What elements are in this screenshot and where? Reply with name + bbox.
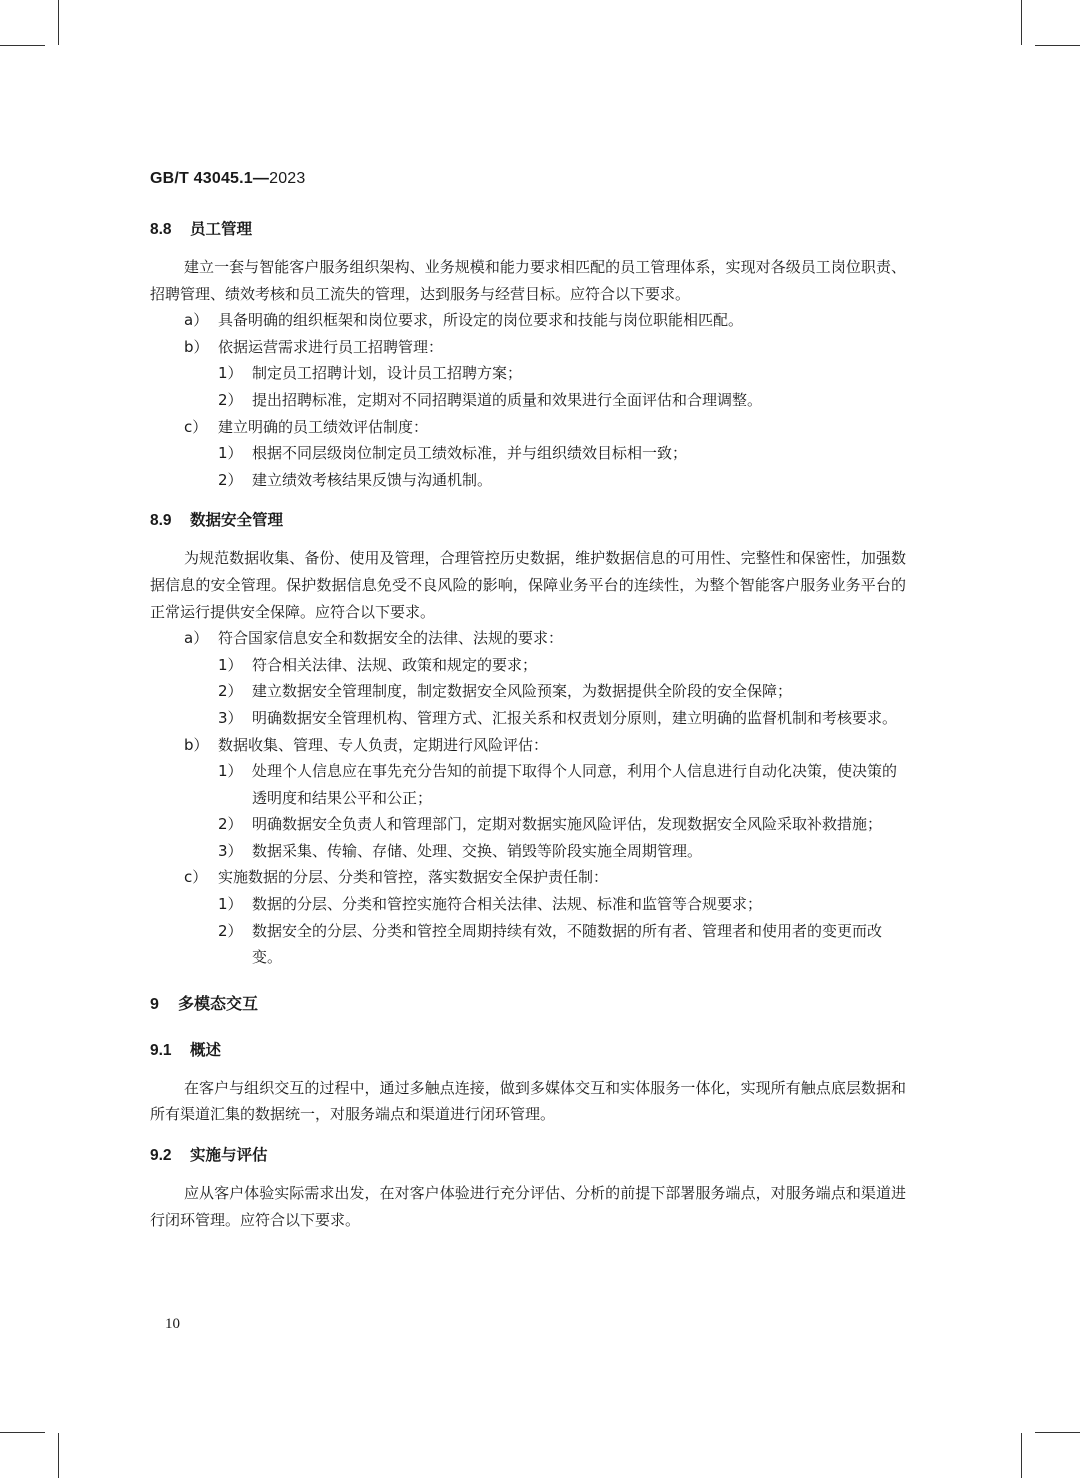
chapter-heading-9: 9 多模态交互 [150, 993, 259, 1013]
section-9-1-intro: 在客户与组织交互的过程中，通过多触点连接，做到多媒体交互和实体服务一体化，实现所有触点底层数据和所有渠道汇集的数据统一，对服务端点和渠道进行闭环管理。 [150, 1078, 906, 1124]
standard-number: GB/T 43045.1 [150, 170, 253, 187]
list-item: c） 实施数据的分层、分类和管控，落实数据安全保护责任制： [184, 868, 609, 887]
list-item: 2） 明确数据安全负责人和管理部门，定期对数据实施风险评估，发现数据安全风险采取补救措施； [218, 815, 883, 834]
standard-year: 2023 [269, 170, 306, 187]
list-item: c） 建立明确的员工绩效评估制度： [184, 417, 429, 436]
crop-mark-top-right [1021, 0, 1022, 45]
list-item: 2） 提出招聘标准，定期对不同招聘渠道的质量和效果进行全面评估和合理调整。 [218, 390, 763, 409]
list-item: 1） 处理个人信息应在事先充分告知的前提下取得个人同意，利用个人信息进行自动化决策，使决策的透明度和结果公平和公正； [218, 762, 898, 807]
section-8-8-intro: 建立一套与智能客户服务组织架构、业务规模和能力要求相匹配的员工管理体系，实现对各级员工岗位职责、招聘管理、绩效考核和员工流失的管理，达到服务与经营目标。应符合以下要求。 [150, 258, 906, 303]
list-item: 2） 数据安全的分层、分类和管控全周期持续有效，不随数据的所有者、管理者和使用者的变更而改变。 [218, 921, 883, 967]
list-item: a） 符合国家信息安全和数据安全的法律、法规的要求： [184, 629, 564, 648]
crop-mark-bottom-left [0, 1432, 45, 1433]
standard-dash: — [252, 170, 270, 187]
list-item: 3） 数据采集、传输、存储、处理、交换、销毁等阶段实施全周期管理。 [218, 841, 703, 860]
crop-mark-top-left [58, 0, 59, 45]
list-item: 2） 建立数据安全管理制度，制定数据安全风险预案，为数据提供全阶段的安全保障； [218, 682, 793, 701]
list-item: 1） 制定员工招聘计划，设计员工招聘方案； [218, 364, 523, 383]
section-heading-9-2: 9.2 实施与评估 [150, 1146, 268, 1165]
section-heading-8-9: 8.9 数据安全管理 [150, 511, 284, 530]
section-8-9-intro: 为规范数据收集、备份、使用及管理，合理管控历史数据，维护数据信息的可用性、完整性和保密性，加强数据信息的安全管理。保护数据信息免受不良风险的影响，保障业务平台的连续性，为整个智能客户服务业务平台的正常运行提供安全保障。应符合以下要求。 [150, 549, 906, 621]
list-item: b） 数据收集、管理、专人负责，定期进行风险评估： [184, 735, 549, 754]
list-item: 1） 符合相关法律、法规、政策和规定的要求； [218, 655, 538, 674]
standard-code [150, 170, 306, 188]
list-item: 1） 根据不同层级岗位制定员工绩效标准，并与组织绩效目标相一致； [218, 444, 688, 463]
crop-mark-bottom-right [1021, 1433, 1022, 1478]
list-item: 3） 明确数据安全管理机构、管理方式、汇报关系和权责划分原则，建立明确的监督机制和考核要求。 [218, 708, 898, 727]
crop-mark-bottom-right [1035, 1432, 1080, 1433]
list-item: 1） 数据的分层、分类和管控实施符合相关法律、法规、标准和监管等合规要求； [218, 895, 763, 914]
section-heading-8-8: 8.8 员工管理 [150, 220, 253, 238]
section-9-2-intro: 应从客户体验实际需求出发，在对客户体验进行充分评估、分析的前提下部署服务端点，对服务端点和渠道进行闭环管理。应符合以下要求。 [150, 1184, 906, 1229]
document-body [150, 216, 906, 1233]
crop-mark-bottom-left [58, 1433, 59, 1478]
page-number: 10 [165, 1316, 180, 1332]
list-item: b） 依据运营需求进行员工招聘管理： [184, 337, 444, 356]
crop-mark-top-left [0, 45, 45, 46]
list-item: a） 具备明确的组织框架和岗位要求，所设定的岗位要求和技能与岗位职能相匹配。 [184, 311, 744, 330]
list-item: 2） 建立绩效考核结果反馈与沟通机制。 [218, 470, 493, 489]
section-heading-9-1: 9.1 概述 [150, 1040, 222, 1059]
crop-mark-top-right [1035, 45, 1080, 46]
